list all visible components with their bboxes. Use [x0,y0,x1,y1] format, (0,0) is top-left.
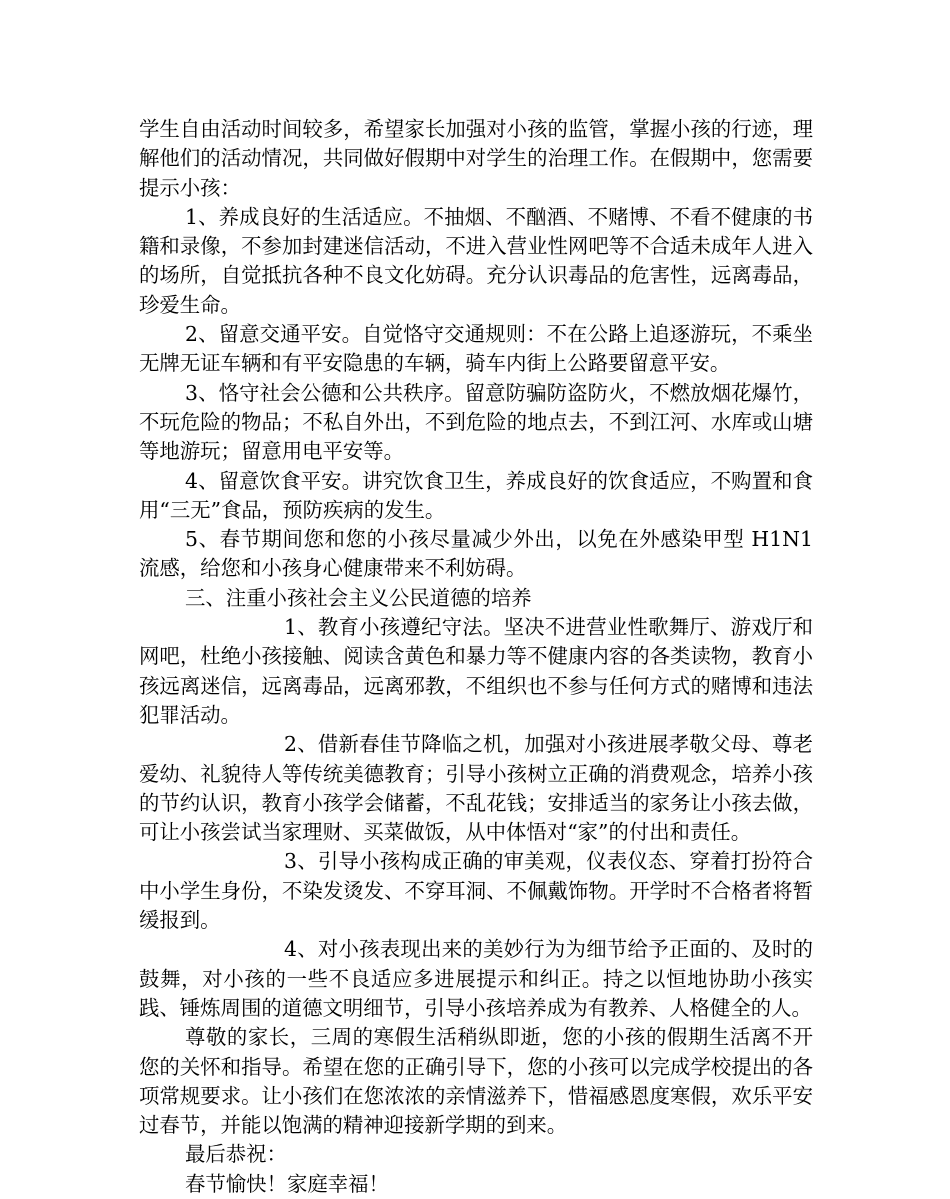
document-body [139,115,820,1199]
paragraph-closing: 尊敬的家长，三周的寒假生活稍纵即逝，您的小孩的假期生活离不开您的关怀和指导。希望在您的正确引导下，您的小孩可以完成学校提出的各项常规要求。让小孩们在您浓浓的亲情滋养下，惜福感恩度寒假，欢乐平安过春节，并能以饱满的精神迎接新学期的到来。 [139,1025,813,1138]
paragraph-wishes-lead: 最后恭祝： [185,1142,287,1167]
paragraph-moral-3: 3、引导小孩构成正确的审美观，仪表仪态、穿着打扮符合中小学生身份，不染发烫发、不穿耳洞、不佩戴饰物。开学时不合格者将暂缓报到。 [139,849,813,933]
paragraph-item-5: 5、春节期间您和您的小孩尽量减少外出，以免在外感染甲型 H1N1 流感，给您和小孩身心健康带来不利妨碍。 [139,527,820,581]
paragraph-wishes: 春节愉快！家庭幸福！ [185,1171,389,1196]
paragraph-item-1: 1、养成良好的生活适应。不抽烟、不酗酒、不赌博、不看不健康的书籍和录像，不参加封建迷信活动，不进入营业性网吧等不合适未成年人进入的场所，自觉抵抗各种不良文化妨碍。充分认识毒品的危害性，远离毒品，珍爱生命。 [139,204,813,317]
paragraph-moral-2: 2、借新春佳节降临之机，加强对小孩进展孝敬父母、尊老爱幼、礼貌待人等传统美德教育；引导小孩树立正确的消费观念，培养小孩的节约认识，教育小孩学会储蓄，不乱花钱；安排适当的家务让小孩去做，可让小孩尝试当家理财、买菜做饭，从中体悟对“家”的付出和责任。 [139,732,813,845]
paragraph-item-4: 4、留意饮食平安。讲究饮食卫生，养成良好的饮食适应，不购置和食用“三无”食品，预防疾病的发生。 [139,468,813,522]
paragraph-moral-4: 4、对小孩表现出来的美妙行为为细节给予正面的、及时的鼓舞，对小孩的一些不良适应多进展提示和纠正。持之以恒地协助小孩实践、锤炼周围的道德文明细节，引导小孩培养成为有教养、人格健全的人。 [139,937,813,1020]
paragraph-moral-1: 1、教育小孩遵纪守法。坚决不进营业性歌舞厅、游戏厅和网吧，杜绝小孩接触、阅读含黄色和暴力等不健康内容的各类读物，教育小孩远离迷信，远离毒品，远离邪教，不组织也不参与任何方式的赌博和违法犯罪活动。 [139,615,813,727]
paragraph-intro: 学生自由活动时间较多，希望家长加强对小孩的监管，掌握小孩的行迹，理解他们的活动情况，共同做好假期中对学生的治理工作。在假期中，您需要提示小孩： [139,117,813,200]
section-heading-3: 三、注重小孩社会主义公民道德的培养 [185,585,532,610]
paragraph-item-3: 3、恪守社会公德和公共秩序。留意防骗防盗防火，不燃放烟花爆竹，不玩危险的物品；不私自外出，不到危险的地点去，不到江河、水库或山塘等地游玩；留意用电平安等。 [139,380,813,464]
paragraph-item-2: 2、留意交通平安。自觉恪守交通规则：不在公路上追逐游玩，不乘坐无牌无证车辆和有平安隐患的车辆，骑车内街上公路要留意平安。 [139,322,813,376]
